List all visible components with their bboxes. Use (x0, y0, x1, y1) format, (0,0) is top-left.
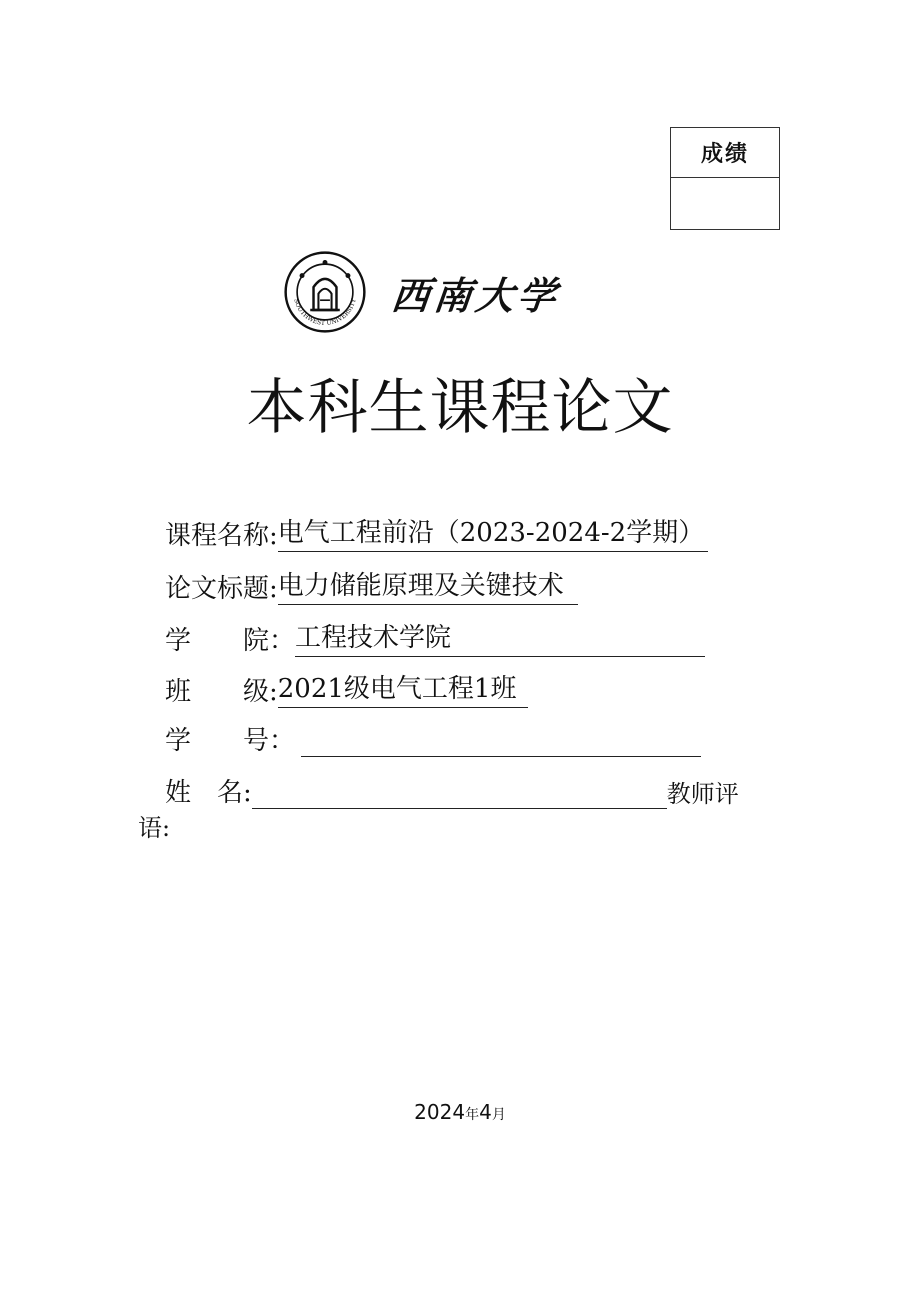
thesis-field (165, 565, 578, 605)
university-logo (284, 251, 563, 333)
grade-box (670, 127, 780, 230)
grade-label: 成绩 (671, 128, 779, 178)
college-value[interactable]: 工程技术学院 (295, 617, 705, 657)
college-field (165, 617, 705, 657)
name-field (165, 772, 739, 809)
teacher-comment-label: 教师评 (666, 780, 739, 808)
class-label: 班 级: (165, 677, 278, 707)
student-id-field (165, 720, 701, 757)
thesis-label: 论文标题: (165, 574, 278, 604)
grade-value[interactable] (671, 178, 779, 228)
seal-text: SOUTHWEST UNIVERSITY (292, 298, 358, 327)
date-month: 4 (479, 1100, 492, 1124)
date-year: 2024 (414, 1100, 466, 1124)
date-month-unit: 月 (491, 1107, 506, 1123)
name-value[interactable] (252, 806, 667, 809)
student-id-value[interactable] (301, 754, 701, 757)
name-label: 姓 名: (165, 778, 252, 808)
thesis-value[interactable]: 电力储能原理及关键技术 (278, 565, 578, 605)
university-name: 西南大学 (389, 272, 563, 318)
college-label: 学 院： (165, 626, 296, 656)
course-value[interactable]: 电气工程前沿（2023-2024-2学期） (278, 512, 708, 552)
student-id-label: 学 号： (165, 726, 296, 756)
university-seal-icon (284, 251, 366, 333)
page-title: 本科生课程论文 (246, 373, 674, 443)
teacher-comment-label-continued: 语: (138, 814, 171, 842)
date (0, 1100, 920, 1124)
course-field (165, 512, 708, 552)
class-field (165, 668, 528, 708)
course-label: 课程名称: (165, 521, 278, 551)
date-year-unit: 年 (465, 1107, 480, 1123)
class-value[interactable]: 2021级电气工程1班 (278, 668, 528, 708)
